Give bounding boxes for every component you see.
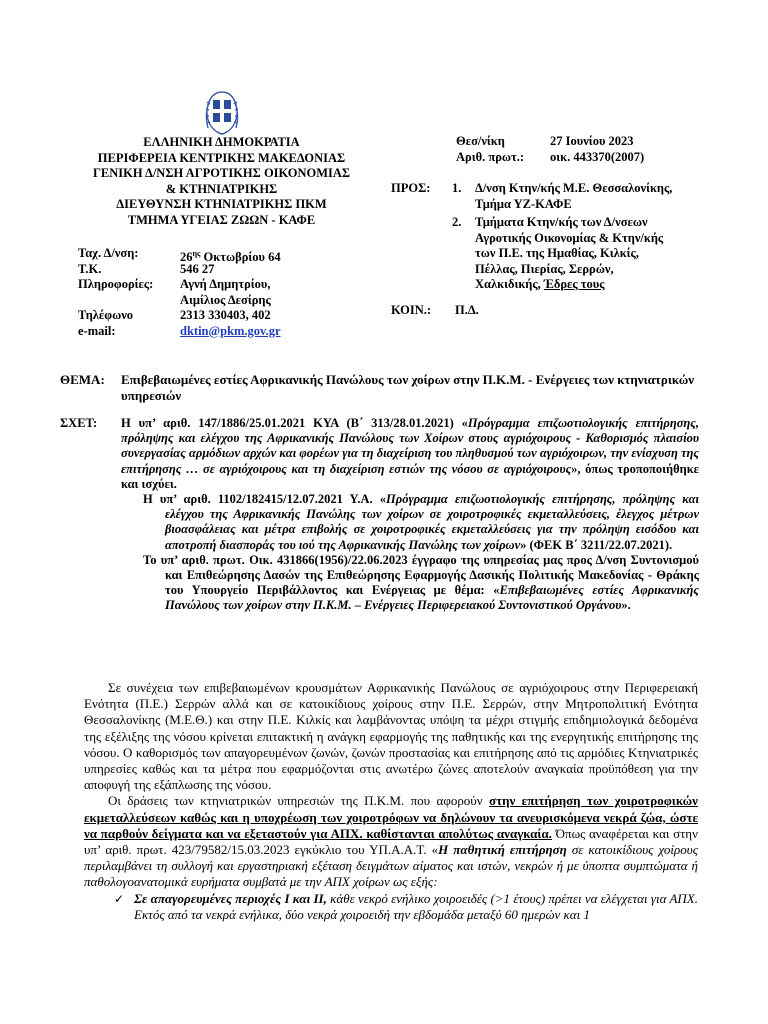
reference-item: Το υπ’ αριθ. πρωτ. Οικ. 431866(1956)/22.06.2023 έγγραφο της υπηρεσίας μας προς Δ/νση Συντονισμού και Επιθεώρησης Δασών της Επιθεώρησης Εφαρμογής Δασικής Πολιτικής Μακεδονίας - Θράκης του Υπουργείο Περιβάλλοντος και Ενέργειας με θέμα: «Επιβεβαιωμένες εστίες Αφρικανικής Πανώλους των χοίρων στην Π.Κ.Μ. – Ενέργειες Περιφερειακού Συντονιστικού Οργάνου». bbox=[143, 552, 699, 613]
org-line: ΔΙΕΥΘΥΝΣΗ ΚΤΗΝΙΑΤΡΙΚΗΣ ΠΚΜ bbox=[116, 197, 327, 211]
org-line: ΕΛΛΗΝΙΚΗ ΔΗΜΟΚΡΑΤΙΑ bbox=[143, 135, 300, 149]
org-line: ΤΜΗΜΑ ΥΓΕΙΑΣ ΖΩΩΝ - ΚΑΦΕ bbox=[127, 212, 316, 227]
info-label: Πληροφορίες: bbox=[78, 277, 154, 291]
date-value: 27 Ιουνίου 2023 bbox=[550, 134, 634, 148]
org-line: ΓΕΝΙΚΗ Δ/ΝΣΗ ΑΓΡΟΤΙΚΗΣ ΟΙΚΟΝΟΜΙΑΣ bbox=[92, 166, 351, 180]
postcode-label: Τ.Κ. bbox=[78, 261, 102, 276]
cc-label: ΚΟΙΝ.: bbox=[391, 303, 432, 317]
postcode-value: 546 27 bbox=[180, 261, 215, 276]
org-line: & ΚΤΗΝΙΑΤΡΙΚΗΣ bbox=[165, 181, 278, 196]
document-meta bbox=[456, 134, 706, 165]
organization-header bbox=[60, 135, 383, 228]
protocol-label: Αριθ. πρωτ.: bbox=[456, 149, 525, 164]
recipients-label: ΠΡΟΣ: bbox=[391, 181, 431, 195]
protocol-value: οικ. 443370(2007) bbox=[550, 149, 645, 164]
recipient-item: 2. Τμήματα Κτην/κής των Δ/νσεων Αγροτικής Οικονομίας & Κτην/κής των Π.Ε. της Ημαθίας, Κιλκίς, Πέλλας, Πιερίας, Σερρών, Χαλκιδικής, Έδρες τους bbox=[452, 215, 664, 291]
info-value: Αιμίλιος Δεσίρης bbox=[180, 292, 271, 307]
subject-text: Επιβεβαιωμένες εστίες Αφρικανικής Πανώλους των χοίρων στην Π.Κ.Μ. - Ενέργειες των κτηνιατρικών υπηρεσιών bbox=[121, 372, 695, 403]
subject-label: ΘΕΜΑ: bbox=[60, 372, 105, 387]
recipient-item: 1. Δ/νση Κτην/κής Μ.Ε. Θεσσαλονίκης, Τμήμα ΥΖ-ΚΑΦΕ bbox=[452, 181, 673, 211]
phone-value: 2313 330403, 402 bbox=[180, 308, 271, 322]
references-label: ΣΧΕΤ: bbox=[60, 416, 98, 430]
references-list bbox=[121, 416, 699, 614]
info-value: Αγνή Δημητρίου, bbox=[180, 277, 271, 291]
recipients-list bbox=[452, 181, 742, 293]
checkmark-icon: ✓ bbox=[114, 891, 125, 906]
body-text bbox=[84, 680, 698, 923]
greek-emblem-icon bbox=[200, 88, 244, 138]
recipient-seat: Έδρες τους bbox=[543, 277, 605, 291]
cc-value: Π.Δ. bbox=[455, 303, 479, 317]
reference-item: Η υπ’ αριθ. 147/1886/25.01.2021 ΚΥΑ (Β΄ 313/28.01.2021) «Πρόγραμμα επιζωοτιολογικής επιτήρησης, πρόληψης και ελέγχου της Αφρικανικής Πανώλους των Χοίρων στους αγριόχοιρους - Καθορισμός πλαισίου συνεργασίας αρμόδιων αρχών και φορέων για τη διαχείριση του πληθυσμού των αγριόχοιρων, την ενίσχυση της επιτήρησης … σε αγριόχοιρους και τη διαχείριση εστιών της νόσου σε αγριόχοιρους», όπως τροποποιήθηκε και ισχύει. bbox=[121, 416, 699, 491]
email-label: e-mail: bbox=[78, 323, 116, 338]
bullet-item: ✓ Σε απαγορευμένες περιοχές Ι και ΙΙ, κάθε νεκρό ενήλικο χοιροειδές (>1 έτους) πρέπει να ελέγχεται για ΑΠΧ. Εκτός από τα νεκρά ενήλικα, δύο νεκρά χοιροειδή την εβδομάδα μεταξύ 60 ημερών και 1 bbox=[114, 890, 698, 922]
phone-label: Τηλέφωνο bbox=[78, 308, 134, 322]
paragraph: Οι δράσεις των κτηνιατρικών υπηρεσιών της Π.Κ.Μ. που αφορούν στην επιτήρηση των χοιροτροφικών εκμεταλλεύσεων καθώς και η υποχρέωση των χοιροτρόφων να δηλώνουν τα ανευρισκόμενα νεκρά ζώα, ώστε να παρθούν δείγματα και να εξεταστούν για ΑΠΧ. καθίστανται απολύτως αναγκαία. Όπως αναφέρεται και στην υπ’ αριθ. πρωτ. 423/79582/15.03.2023 εγκύκλιο του ΥΠ.Α.Α.Τ. «Η παθητική επιτήρηση σε κατοικίδιους χοίρους περιλαμβάνει τη συλλογή και εργαστηριακή εξέταση δειγμάτων αίματος και ιστών, νεκρών ή με ύποπτα συμπτώματα ή παθολογοανατομικά ευρήματα συμβατά με την ΑΠΧ χοίρων ως εξής: bbox=[84, 793, 698, 890]
reference-item: Η υπ’ αριθ. 1102/182415/12.07.2021 Υ.Α. «Πρόγραμμα επιζωοτιολογικής επιτήρησης, πρόληψης και ελέγχου της Αφρικανικής Πανώλης των χοίρων σε χοιροτροφικές εκμεταλλεύσεις, έλεγχος μέτρων βιοασφάλειας και μέτρα επιβολής σε χοιροτροφικές εκμεταλλεύσεις για την πρόληψη εισόδου και αποτροπή διασποράς του ιού της Αφρικανικής Πανώλης των χοίρων» (ΦΕΚ Β΄ 3211/22.07.2021). bbox=[143, 492, 699, 552]
address-label: Ταχ. Δ/νση: bbox=[78, 246, 139, 260]
place-label: Θεσ/νίκη bbox=[456, 134, 505, 148]
paragraph: Σε συνέχεια των επιβεβαιωμένων κρουσμάτων Αφρικανικής Πανώλους σε αγριόχοιρους στην Περιφερειακή Ενότητα (Π.Ε.) Σερρών αλλά και σε κατοικίδιους χοίρους στην Π.Ε. Σερρών, στην Μητροπολιτική Ενότητα Θεσσαλονίκης (Μ.Ε.Θ.) και στην Π.Ε. Κιλκίς και λαμβάνοντας υπόψη τα μέχρι στιγμής επιδημιολογικά δεδομένα της εξέλιξης της νόσου κρίνεται επιτακτική η ανάγκη εφαρμογής της παθητικής και της ενεργητικής επιτήρησης της νόσου. Ο καθορισμός των απαγορευμένων ζωνών, ζωνών προστασίας και επιτήρησης από τις αρμόδιες Κτηνιατρικές υπηρεσίες καθώς και τα μέτρα που εφαρμόζονται στις ανωτέρω ζώνες αποτελούν αναγκαία προϋπόθεση για την αποφυγή της εξάπλωσης της νόσου. bbox=[84, 680, 698, 793]
org-line: ΠΕΡΙΦΕΡΕΙΑ ΚΕΝΤΡΙΚΗΣ ΜΑΚΕΔΟΝΙΑΣ bbox=[97, 150, 346, 165]
email-link[interactable]: dktin@pkm.gov.gr bbox=[180, 323, 281, 338]
address-value: $26^{\eta\varsigma}$ Οκτωβρίου 64 bbox=[180, 249, 281, 265]
